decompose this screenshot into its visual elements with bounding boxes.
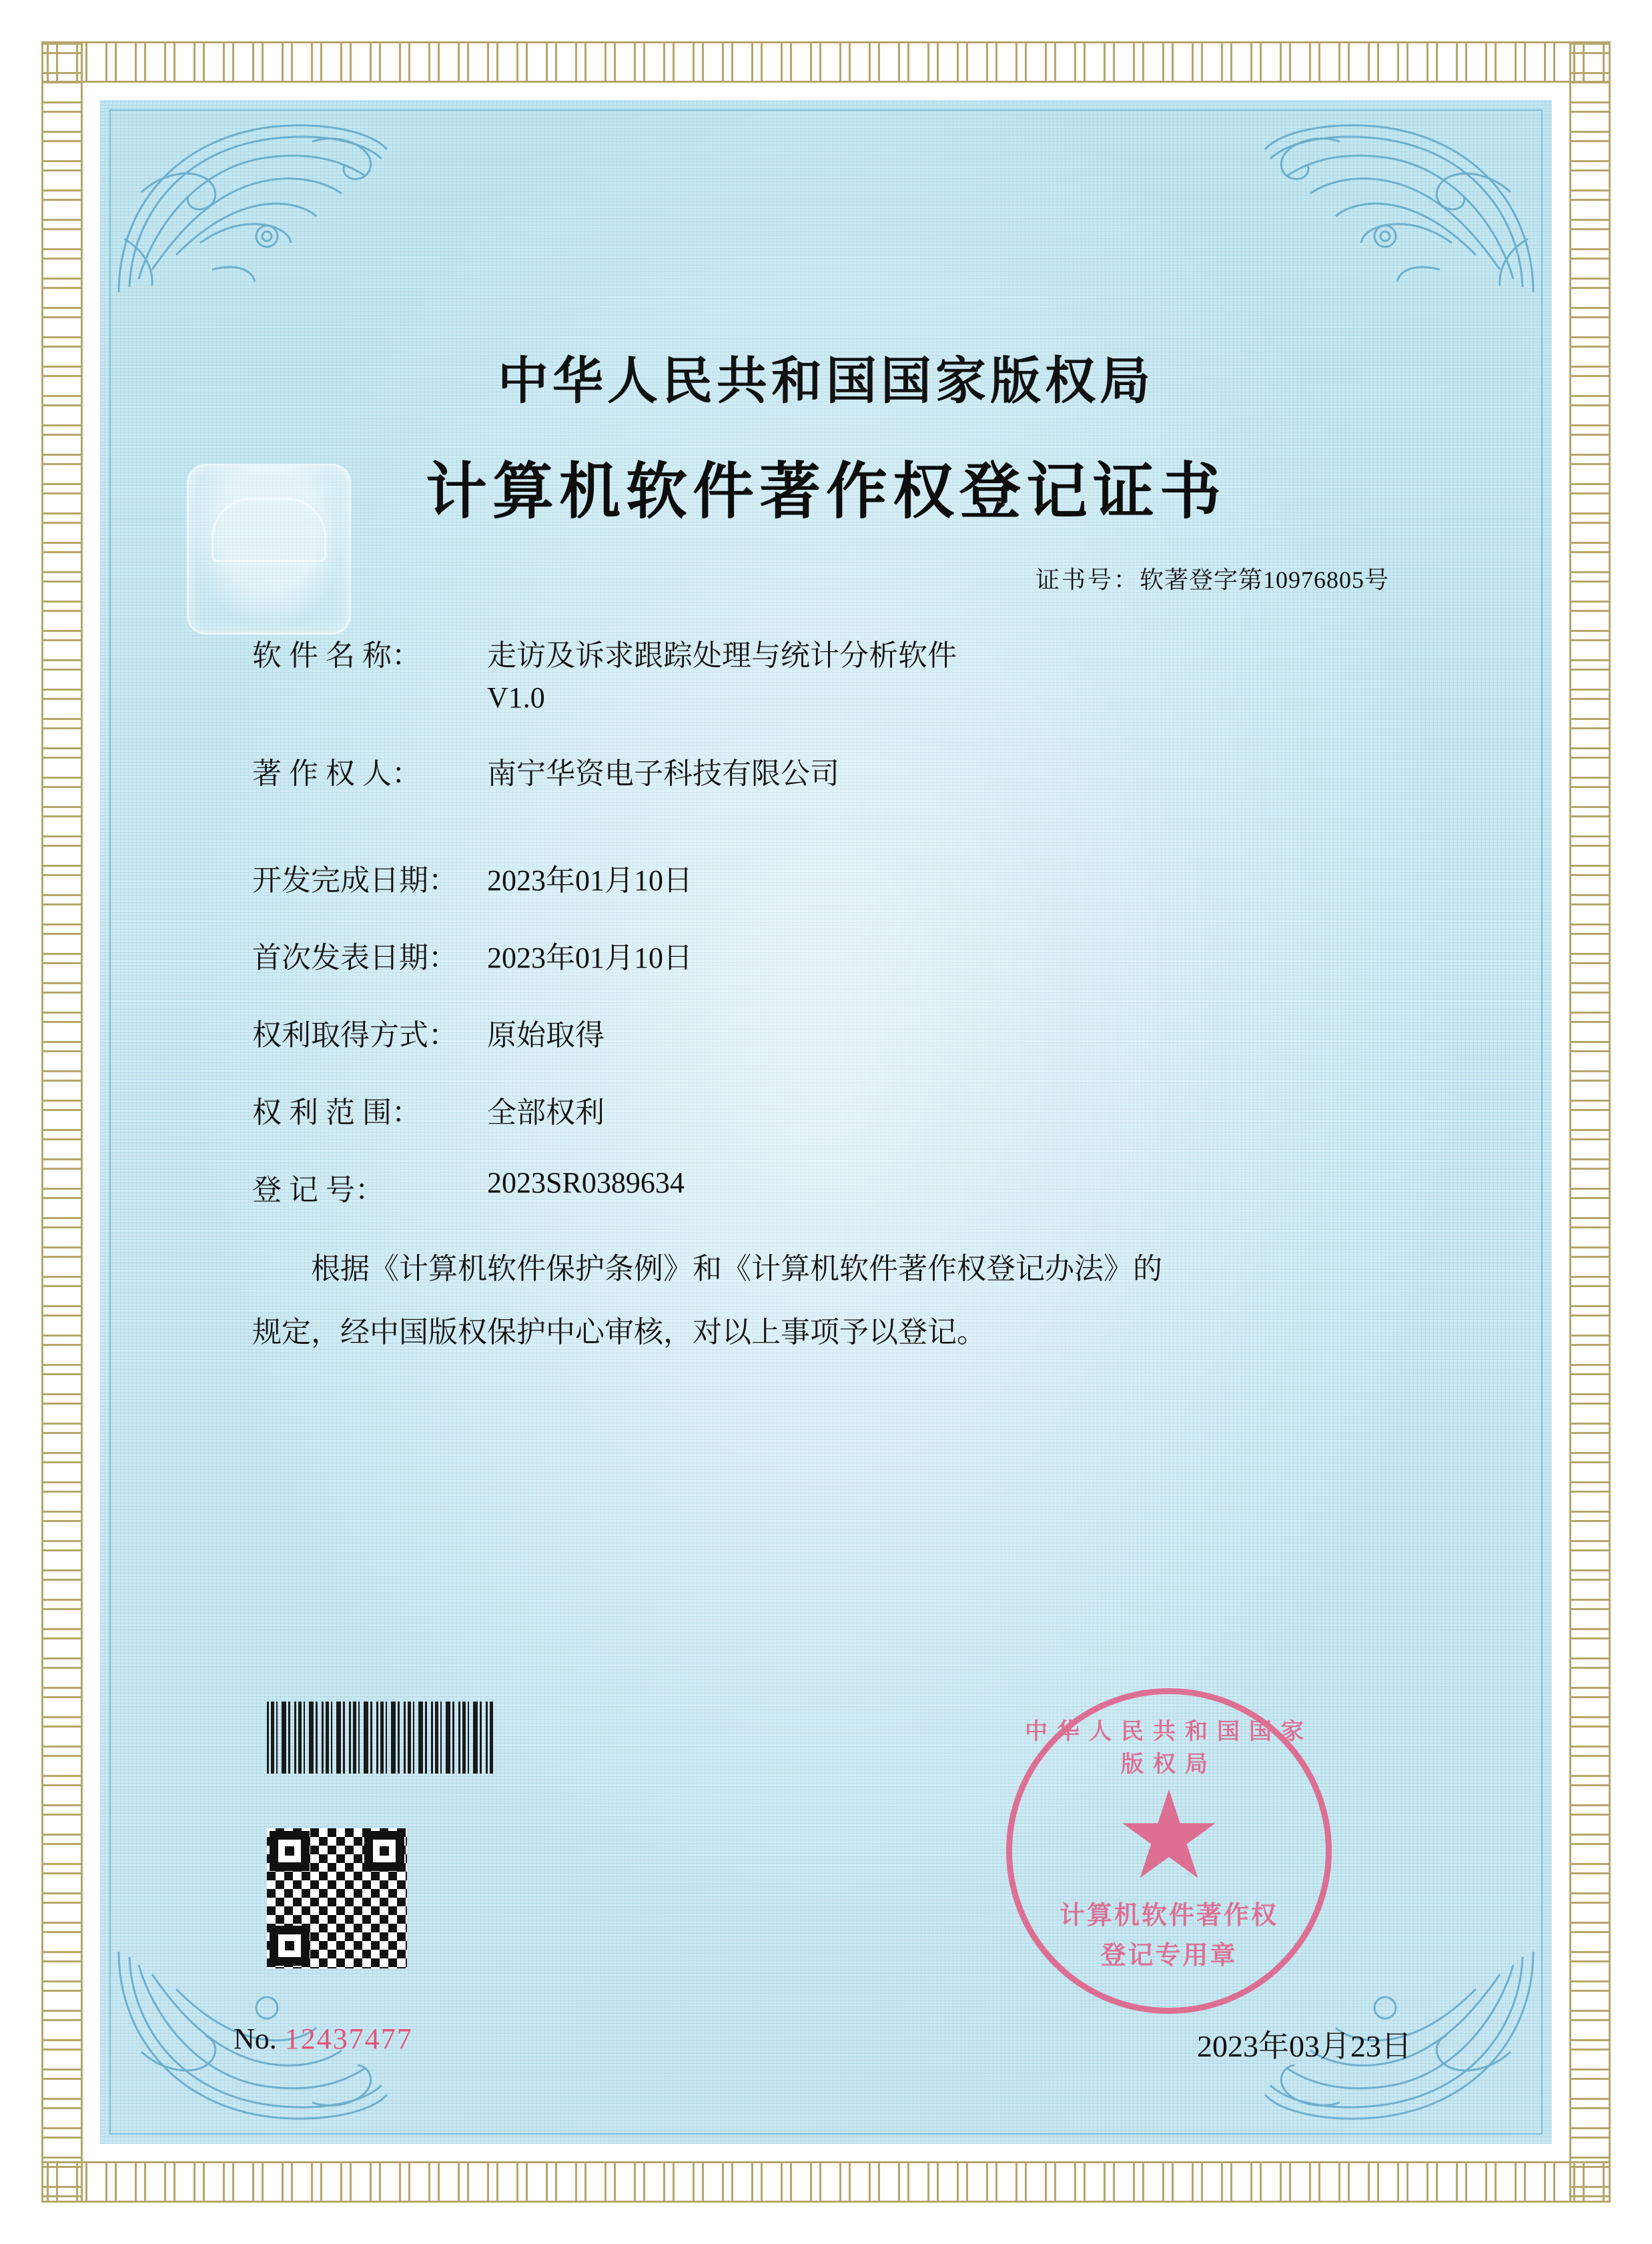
field-value: 2023SR0389634 [487,1166,685,1199]
field-label: 开发完成日期： [252,864,458,897]
field-label: 登 记 号： [252,1174,384,1206]
legal-statement-line-1: 根据《计算机软件保护条例》和《计算机软件著作权登记办法》的 [311,1252,1162,1285]
field-row-copyright-owner [252,749,1412,792]
border-greek-key-left [41,41,83,2203]
certificate-number-value: 软著登字第10976805号 [1139,567,1389,593]
serial-value: 12437477 [284,2022,413,2055]
field-value: 2023年01月10日 [487,942,693,974]
seal-line-2: 登记专用章 [1100,1942,1238,1970]
border-greek-key-bottom [41,2161,1611,2203]
certificate-number-row [240,561,1412,595]
field-value: 南宁华资电子科技有限公司 [487,757,839,790]
serial-label: No. [234,2022,277,2055]
field-label: 著 作 权 人： [252,757,421,790]
official-seal [1006,1688,1332,2014]
seal-star-icon: ★ [1118,1783,1220,1894]
certificate-number-label: 证书号： [1035,567,1140,593]
qr-code [267,1828,407,1968]
field-row-first-publication-date [252,933,1412,976]
legal-statement-line-2: 规定，经中国版权保护中心审核，对以上事项予以登记。 [252,1316,986,1349]
field-list [240,631,1412,1208]
border-greek-key-top [41,41,1611,83]
field-value-version: V1.0 [487,681,545,714]
field-row-software-name [252,631,1412,715]
seal-line-1: 计算机软件著作权 [1059,1902,1278,1930]
field-label: 权利取得方式： [252,1019,458,1052]
field-row-development-date [252,856,1412,899]
field-value-text: 走访及诉求跟踪处理与统计分析软件 [487,639,957,672]
seal-arc-text: 中华人民共和国国家版权局 [1025,1720,1313,1777]
field-row-acquisition-method [252,1011,1412,1054]
field-row-rights-scope [252,1088,1412,1131]
border-greek-key-right [1569,41,1611,2203]
qr-finder-bottom-left [270,1926,310,1966]
qr-finder-top-right [364,1831,404,1871]
issue-date: 2023年03月23日 [1197,2029,1412,2063]
field-value: 全部权利 [487,1096,604,1129]
issuer-title: 中华人民共和国国家版权局 [498,351,1154,410]
field-label: 权 利 范 围： [252,1096,421,1129]
field-value: 原始取得 [487,1019,604,1052]
field-value [472,631,1412,715]
barcode [267,1702,494,1774]
certificate-title: 计算机软件著作权登记证书 [425,455,1226,527]
field-value: 2023年01月10日 [487,864,693,897]
field-label: 首次发表日期： [252,942,458,974]
field-label: 软 件 名 称： [252,639,421,672]
security-panel [100,100,1552,2144]
field-row-registration-number [252,1166,1412,1208]
serial-number [234,2022,413,2056]
qr-finder-top-left [270,1831,310,1871]
legal-statement [240,1243,1412,1358]
